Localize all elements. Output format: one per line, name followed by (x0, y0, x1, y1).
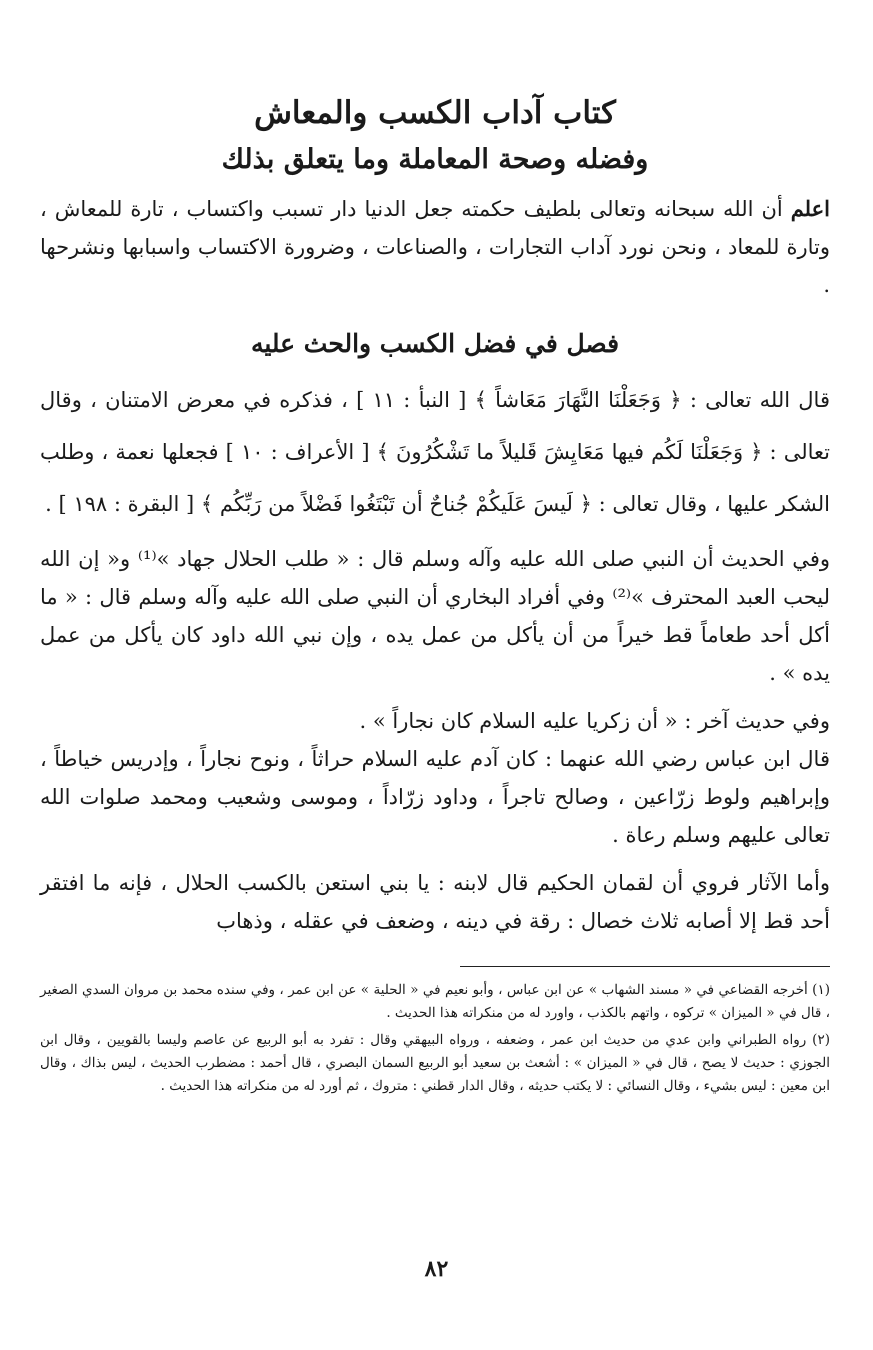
body-paragraph: وأما الآثار فروي أن لقمان الحكيم قال لابنه : يا بني استعن بالكسب الحلال ، فإنه ما افتقر أحد قط إلا أصابه ثلاث خصال : رقة في دينه ، وضعف في عقله ، وذهاب (40, 871, 830, 933)
body-paragraph: وفي حديث آخر : « أن زكريا عليه السلام كان نجاراً » . (359, 709, 830, 733)
page-title: كتاب آداب الكسب والمعاش (254, 95, 616, 131)
intro-lead-word: اعلم (790, 196, 830, 221)
intro-text: أن الله سبحانه وتعالى بلطيف حكمته جعل الدنيا دار تسبب واكتساب ، تارة للمعاش ، وتارة للمعاد ، ونحن نورد آداب التجارات ، والصناعات ، وضرورة الاكتساب واسبابها ونشرحها . (40, 197, 830, 297)
footnote: (١) أخرجه القضاعي في « مسند الشهاب » عن ابن عباس ، وأبو نعيم في « الحلية » عن ابن عمر ، وفي سنده محمد بن مروان السدي الصغير ، قال في « الميزان » تركوه ، واتهم بالكذب ، واورد له من منكراته هذا الحديث . (40, 982, 830, 1021)
footnote-divider (460, 966, 830, 967)
page-subtitle: وفضله وصحة المعاملة وما يتعلق بذلك (221, 144, 649, 175)
body-paragraph: قال ابن عباس رضي الله عنهما : كان آدم عليه السلام حراثاً ، ونوح نجاراً ، وإدريس خياطاً ، وإبراهيم ولوط زرّاعين ، وصالح تاجراً ، وداود زرّاداً ، وموسى وشعيب ومحمد صلوات الله تعالى عليهم وسلم رعاة . (40, 747, 830, 847)
body-paragraph: وفي الحديث أن النبي صلى الله عليه وآله وسلم قال : « طلب الحلال جهاد »⁽¹⁾ و« إن الله ليحب العبد المحترف »⁽²⁾ وفي أفراد البخاري أن النبي صلى الله عليه وآله وسلم قال : « ما أكل أحد طعاماً قط خيراً من أن يأكل من عمل يده ، وإن نبي الله داود كان يأكل من عمل يده » . (40, 547, 830, 685)
footnote: (٢) رواه الطبراني وابن عدي من حديث ابن عمر ، وضعفه ، ورواه البيهقي وقال : تفرد به أبو الربيع عن عاصم وليسا بالقويين ، وقال ابن الجوزي : حديث لا يصح ، قال في « الميزان » : أشعث بن سعيد أبو الربيع السمان البصري ، قال أحمد : مضطرب الحديث ، ليس بذاك ، وقال ابن معين : ليس بشيء ، وقال النسائي : لا يكتب حديثه ، وقال الدار قطني : متروك ، ثم أورد له من منكراته هذا الحديث . (40, 1032, 830, 1094)
intro-paragraph (40, 190, 830, 304)
footnotes (40, 979, 830, 1098)
section-heading: فصل في فضل الكسب والحث عليه (250, 329, 620, 358)
page-number: ٨٢ (424, 1256, 449, 1282)
body-paragraph: قال الله تعالى : ﴿ وَجَعَلْنَا النَّهَارَ مَعَاشاً ﴾ [ النبأ : ١١ ] ، فذكره في معرض الامتنان ، وقال تعالى : ﴿ وَجَعَلْنَا لَكُم فيها مَعَايِشَ قَليلاً ما تَشْكُرُونَ ﴾ [ الأعراف : ١٠ ] فجعلها نعمة ، وطلب الشكر عليها ، وقال تعالى : ﴿ لَيسَ عَلَيكُمْ جُناحٌ أن تَبْتَغُوا فَضْلاً من رَبِّكُم ﴾ [ البقرة : ١٩٨ ] . (40, 388, 830, 516)
book-page (40, 88, 830, 1102)
